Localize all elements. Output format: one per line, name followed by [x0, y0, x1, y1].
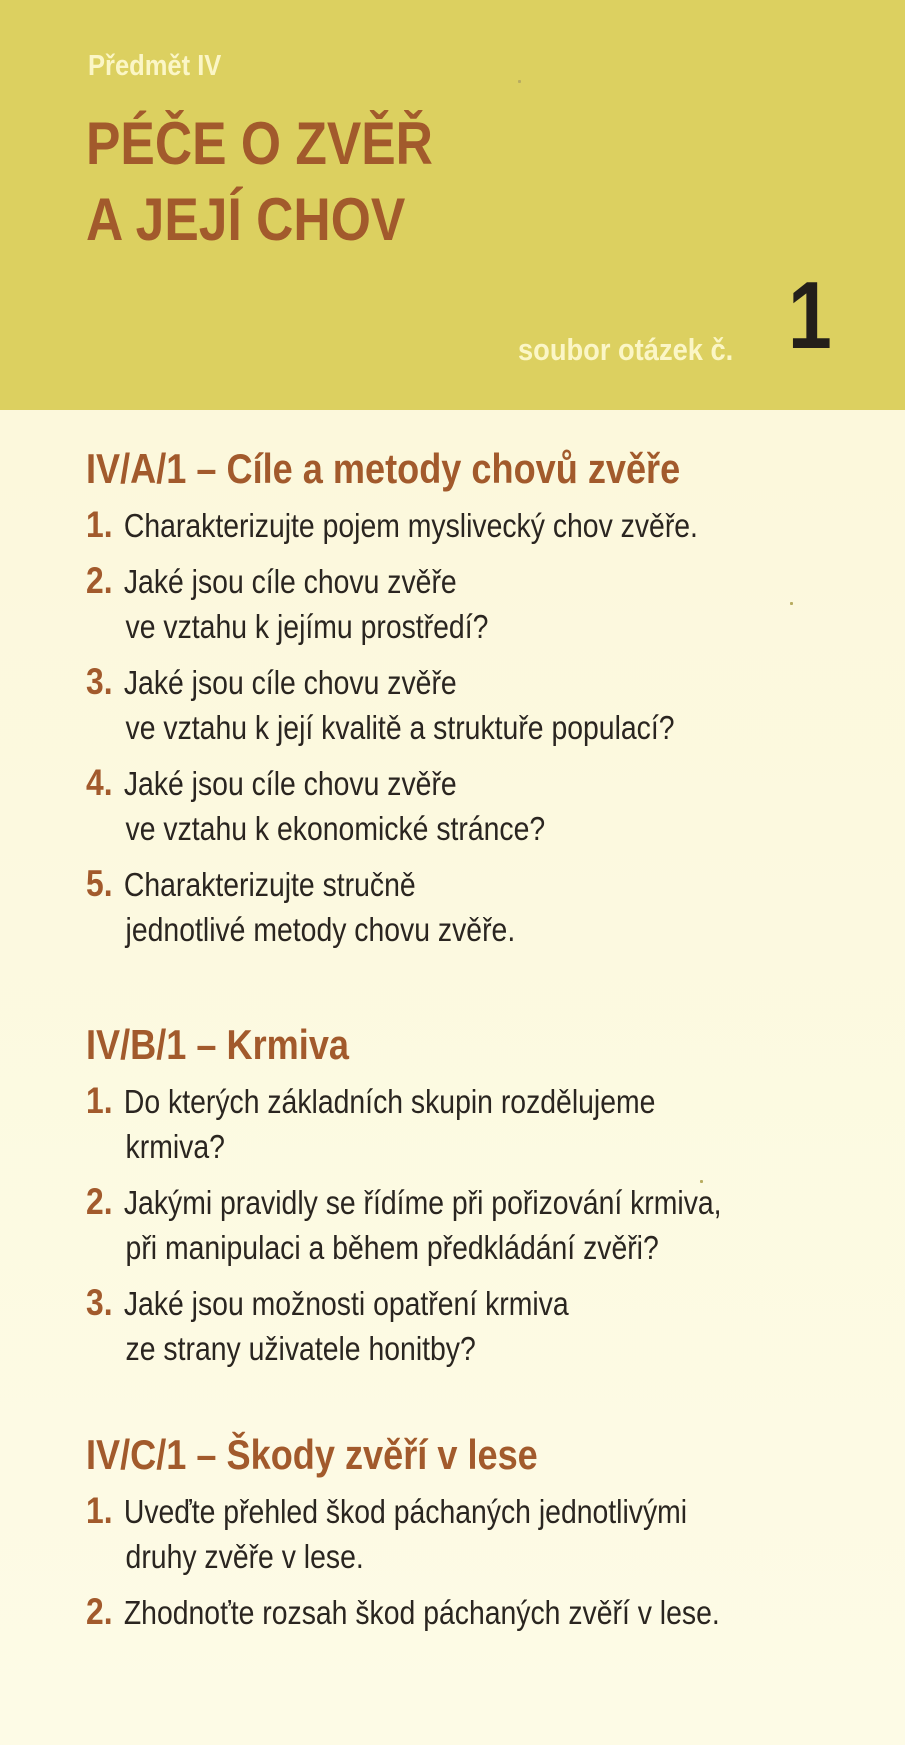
paper-speck [790, 602, 793, 605]
question-item [86, 760, 877, 851]
question-number: 3. [86, 1282, 113, 1323]
question-item [86, 861, 877, 952]
question-text: Jaké jsou cíle chovu zvěře [123, 765, 457, 802]
question-text: krmiva? [125, 1128, 225, 1165]
question-text: ve vztahu k ekonomické stránce? [125, 810, 546, 847]
question-text: Charakterizujte pojem myslivecký chov zvěře. [123, 507, 698, 544]
section-title: IV/C/1 – Škody zvěří v lese [86, 1431, 538, 1478]
section-iv-b-1 [86, 1020, 886, 1381]
question-set-number: 1 [788, 262, 832, 369]
question-text: Jaké jsou cíle chovu zvěře [123, 664, 457, 701]
question-text: Jaké jsou cíle chovu zvěře [123, 563, 457, 600]
question-text: Do kterých základních skupin rozdělujeme [123, 1083, 656, 1120]
question-number: 3. [86, 661, 113, 702]
question-text: Charakterizujte stručně [123, 866, 416, 903]
question-number: 1. [86, 504, 113, 545]
question-item [86, 1589, 877, 1635]
question-item [86, 659, 877, 750]
paper-speck [700, 1180, 703, 1183]
section-iv-a-1 [86, 444, 886, 962]
question-item [86, 1078, 877, 1169]
question-text: ze strany uživatele honitby? [125, 1330, 476, 1367]
question-set-label: soubor otázek č. [518, 332, 734, 367]
question-text: při manipulaci a během předkládání zvěři? [125, 1229, 659, 1266]
question-text: ve vztahu k její kvalitě a struktuře populací? [125, 709, 675, 746]
question-number: 2. [86, 1181, 113, 1222]
section-title: IV/A/1 – Cíle a metody chovů zvěře [86, 445, 681, 492]
question-item [86, 1179, 877, 1270]
question-item [86, 558, 877, 649]
subject-label: Předmět IV [88, 50, 222, 82]
question-text: jednotlivé metody chovu zvěře. [125, 911, 516, 948]
question-number: 1. [86, 1490, 113, 1531]
question-text: ve vztahu k jejímu prostředí? [125, 608, 489, 645]
section-iv-c-1 [86, 1430, 886, 1645]
question-number: 2. [86, 1591, 113, 1632]
question-text: Jakými pravidly se řídíme při pořizování krmiva, [123, 1184, 722, 1221]
question-item [86, 1488, 877, 1579]
question-text: Zhodnoťte rozsah škod páchaných zvěří v lese. [123, 1594, 720, 1631]
card-title-line-2: A JEJÍ CHOV [86, 186, 406, 253]
question-item [86, 502, 877, 548]
paper-speck [518, 80, 521, 83]
question-number: 1. [86, 1080, 113, 1121]
question-text: Jaké jsou možnosti opatření krmiva [123, 1285, 569, 1322]
question-text: Uveďte přehled škod páchaných jednotlivými [123, 1493, 688, 1530]
question-number: 4. [86, 762, 113, 803]
section-title: IV/B/1 – Krmiva [86, 1021, 349, 1068]
card-title-line-1: PÉČE O ZVĚŘ [86, 110, 433, 177]
card-header [0, 0, 905, 410]
question-number: 2. [86, 560, 113, 601]
question-item [86, 1280, 877, 1371]
question-text: druhy zvěře v lese. [125, 1538, 364, 1575]
question-number: 5. [86, 863, 113, 904]
